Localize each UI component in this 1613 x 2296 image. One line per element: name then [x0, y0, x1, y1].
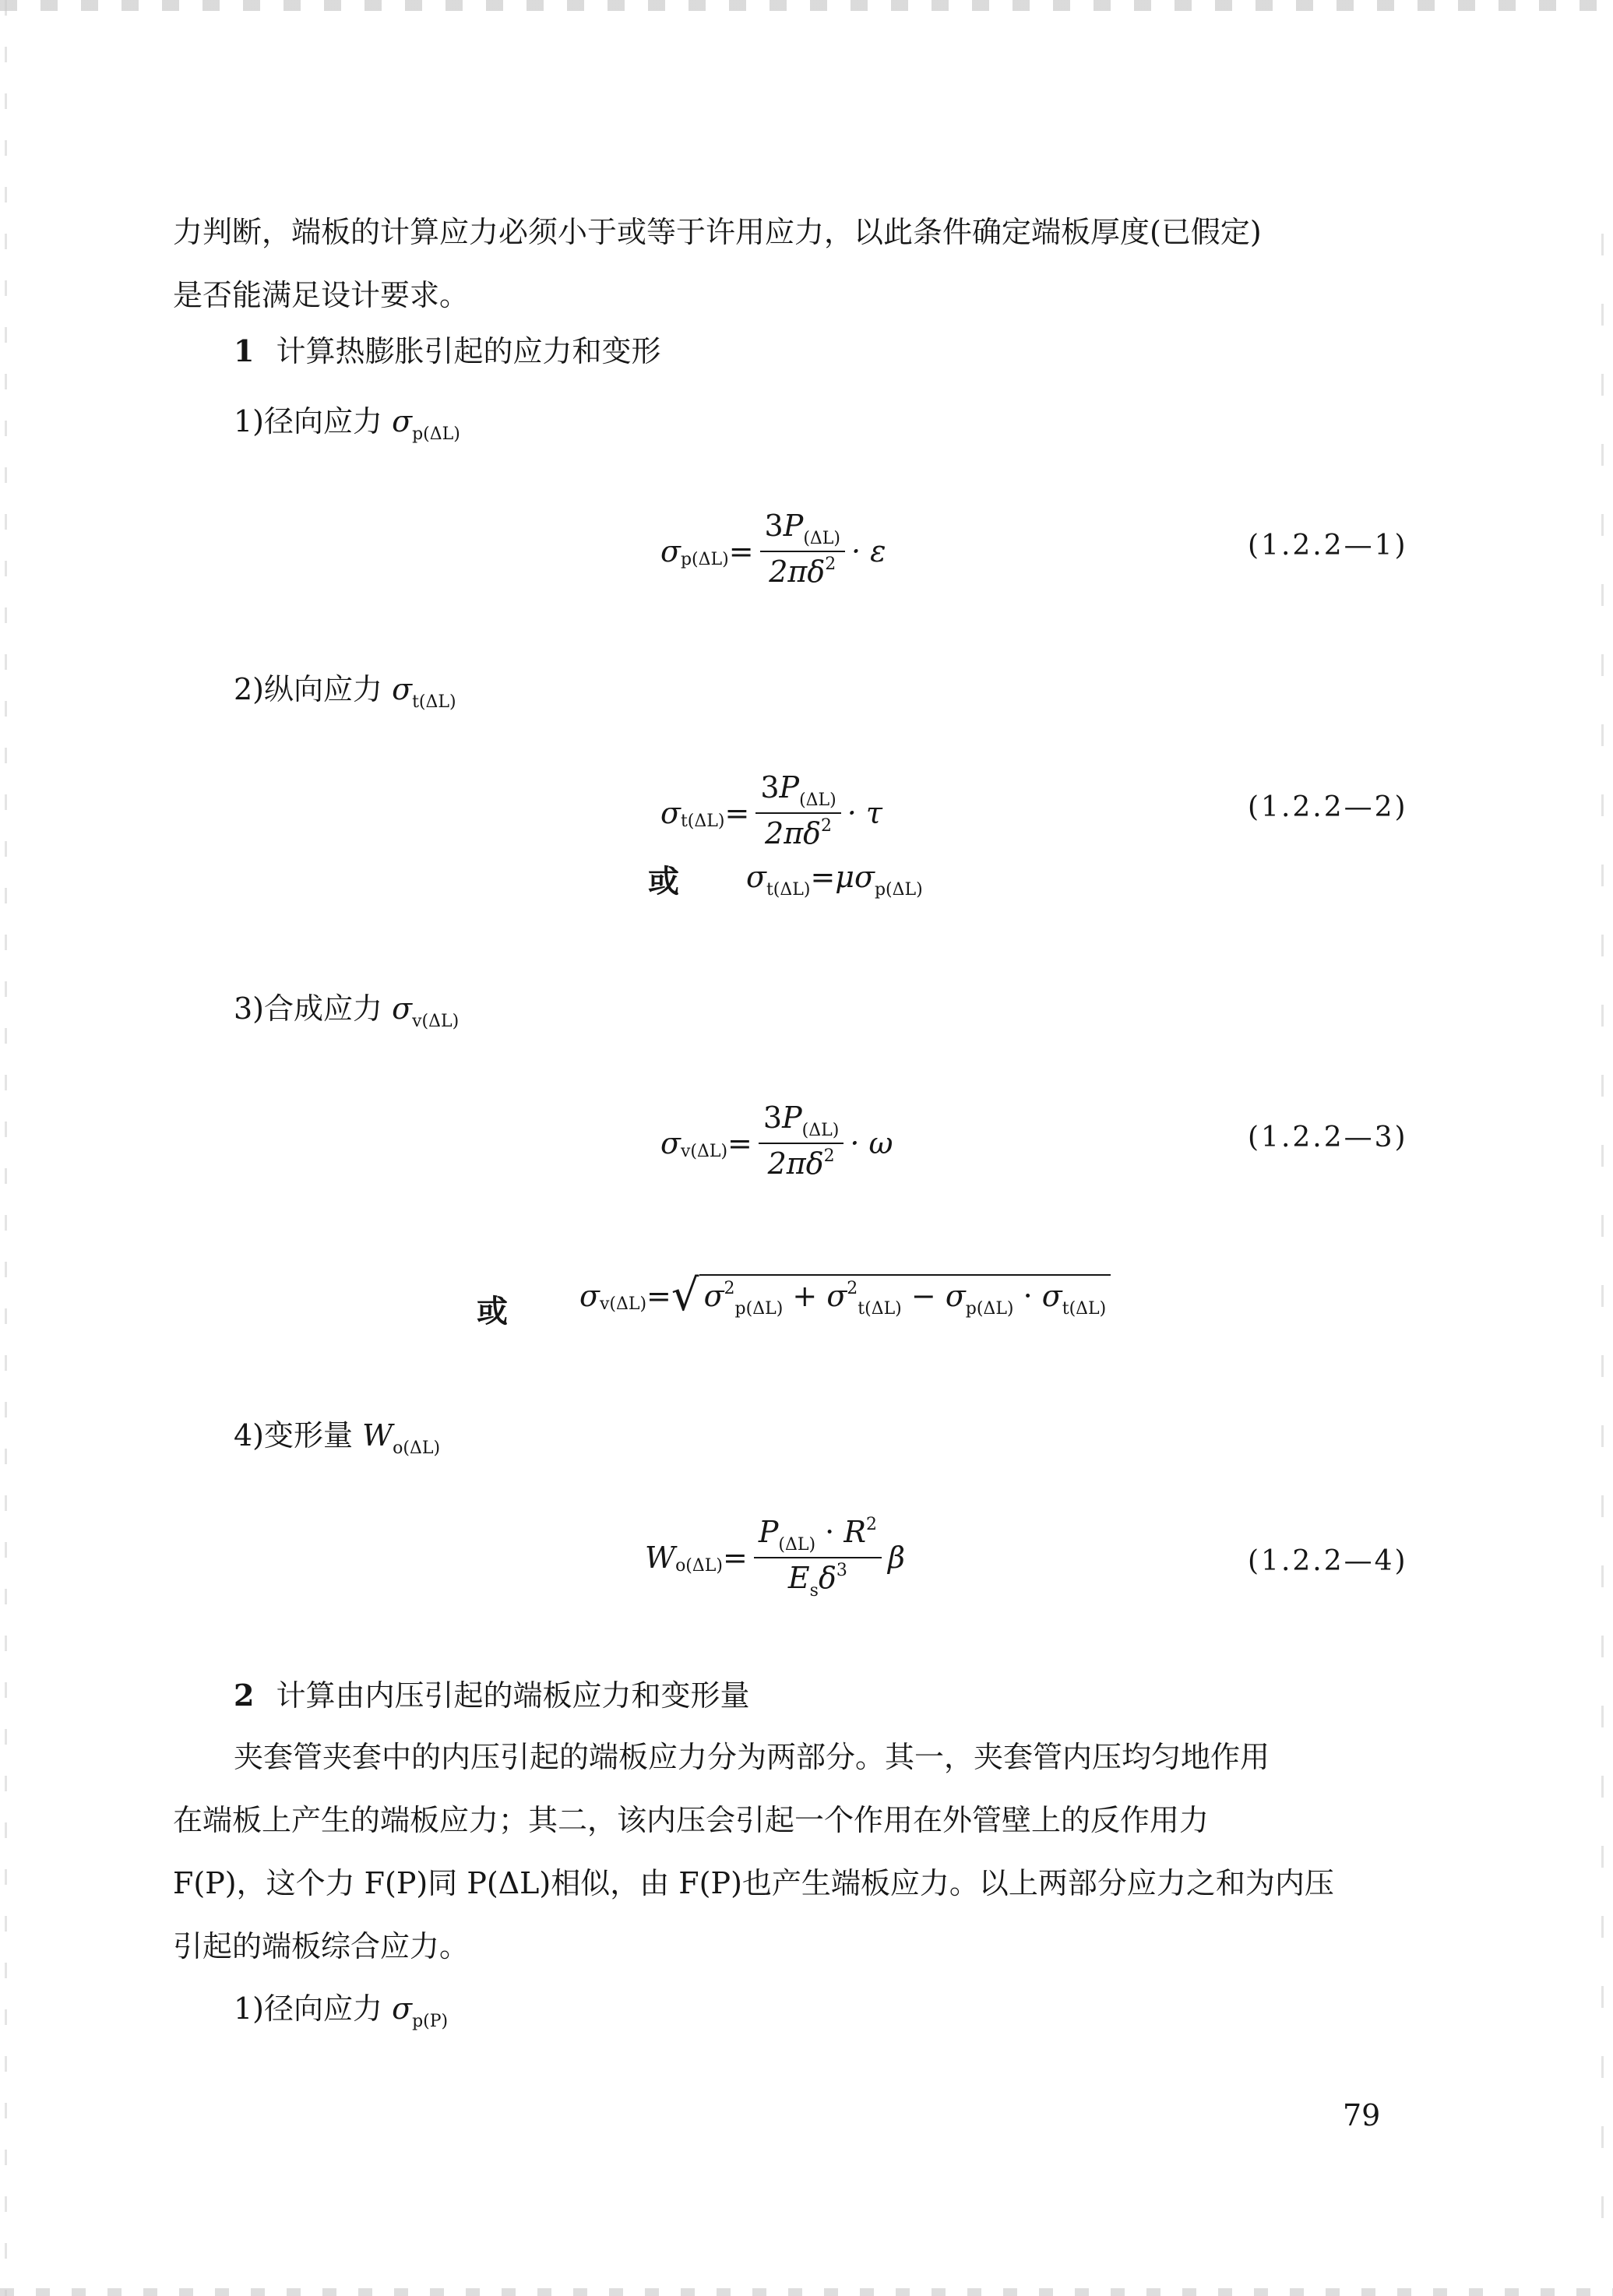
item-deformation-label: 4)变形量 $W_{o(\Delta L)}$ — [234, 1418, 441, 1458]
intro-line-2: 是否能满足设计要求。 — [173, 278, 470, 312]
equation-1-2-2-3: σ v(ΔL) = $\frac{3P_{(\Delta L)}}{2\pi\delta^2}$ · ω — [660, 1100, 893, 1187]
equation-number-2: (1.2.2—2) — [1248, 791, 1408, 823]
scan-edge-bottom — [0, 2288, 1613, 2296]
equation-number-1: (1.2.2—1) — [1248, 530, 1408, 562]
scan-edge-right — [1601, 234, 1604, 2227]
section2-item-radial-stress-label: 1)径向应力 $\sigma_{p(P)}$ — [234, 1991, 449, 2031]
or-label-eq3: 或 — [477, 1293, 508, 1329]
intro-line-1: 力判断，端板的计算应力必须小于或等于许用应力，以此条件确定端板厚度(已假定) — [173, 215, 1262, 249]
section2-title: 计算由内压引起的端板应力和变形量 — [276, 1678, 750, 1713]
intro-paragraph — [173, 201, 1419, 327]
eq3-fraction: $\frac{3P_{(\Delta L)}}{2\pi\delta^2}$ — [759, 1100, 843, 1187]
equation-1-2-2-4: W o(ΔL) = $\frac{P_{(\Delta L)} \cdot R^2}{E_s\delta^3}$ β — [645, 1515, 905, 1601]
item-longitudinal-stress-label: 2)纵向应力 $\sigma_{t(\Delta L)}$ — [234, 672, 456, 712]
scan-edge-top — [0, 0, 1613, 11]
equation-1-2-2-1: σ p(ΔL) = $\frac{3P_{(\Delta L)}}{2\pi\delta^2}$ · ε — [660, 508, 886, 595]
equation-3-alternate: σ v(ΔL) = √ $\sigma^2_{p(\Delta L)} + \sigma^2_{t(\Delta L)} - \sigma_{p(\Delta L)} \cdot \sigma_{t(\Delta L)}$ — [579, 1274, 1111, 1318]
scan-edge-left — [5, 0, 7, 2296]
square-root: √ $\sigma^2_{p(\Delta L)} + \sigma^2_{t(\Delta L)} - \sigma_{p(\Delta L)} \cdot \sigma_{t(\Delta L)}$ — [671, 1274, 1111, 1318]
item-radial-stress-label: 1)径向应力 $\sigma_{p(\Delta L)}$ — [234, 404, 460, 444]
equation-2-alternate: $\sigma_{t(\Delta L)}=\mu\sigma_{p(\Delta L)}$ — [746, 860, 923, 900]
or-label-eq2: 或 — [648, 863, 679, 900]
section1-number: 1 — [234, 333, 255, 368]
equation-1-2-2-2: σ t(ΔL) = $\frac{3P_{(\Delta L)}}{2\pi\delta^2}$ · τ — [660, 769, 882, 857]
eq2-fraction: $\frac{3P_{(\Delta L)}}{2\pi\delta^2}$ — [755, 769, 840, 857]
section1-heading — [234, 327, 660, 370]
equation-number-3: (1.2.2—3) — [1248, 1122, 1408, 1153]
eq4-fraction: $\frac{P_{(\Delta L)} \cdot R^2}{E_s\delta^3}$ — [754, 1514, 882, 1601]
page-number: 79 — [1343, 2098, 1381, 2132]
section2-heading — [234, 1671, 749, 1714]
section2-paragraph — [173, 1726, 1419, 1978]
equation-number-4: (1.2.2—4) — [1248, 1545, 1408, 1577]
item-resultant-stress-label: 3)合成应力 $\sigma_{v(\Delta L)}$ — [234, 991, 460, 1031]
section1-title: 计算热膨胀引起的应力和变形 — [276, 334, 661, 368]
section2-line-2: 在端板上产生的端板应力；其二，该内压会引起一个作用在外管壁上的反作用力 — [173, 1803, 1210, 1837]
section2-number: 2 — [234, 1678, 255, 1713]
eq1-fraction: $\frac{3P_{(\Delta L)}}{2\pi\delta^2}$ — [760, 508, 845, 595]
section2-line-1: 夹套管夹套中的内压引起的端板应力分为两部分。其一，夹套管内压均匀地作用 — [234, 1740, 1270, 1774]
section2-line-3: F(P)，这个力 F(P)同 P(ΔL)相似，由 F(P)也产生端板应力。以上两部分应力之和为内压 — [173, 1866, 1334, 1900]
section2-line-4: 引起的端板综合应力。 — [173, 1929, 470, 1963]
